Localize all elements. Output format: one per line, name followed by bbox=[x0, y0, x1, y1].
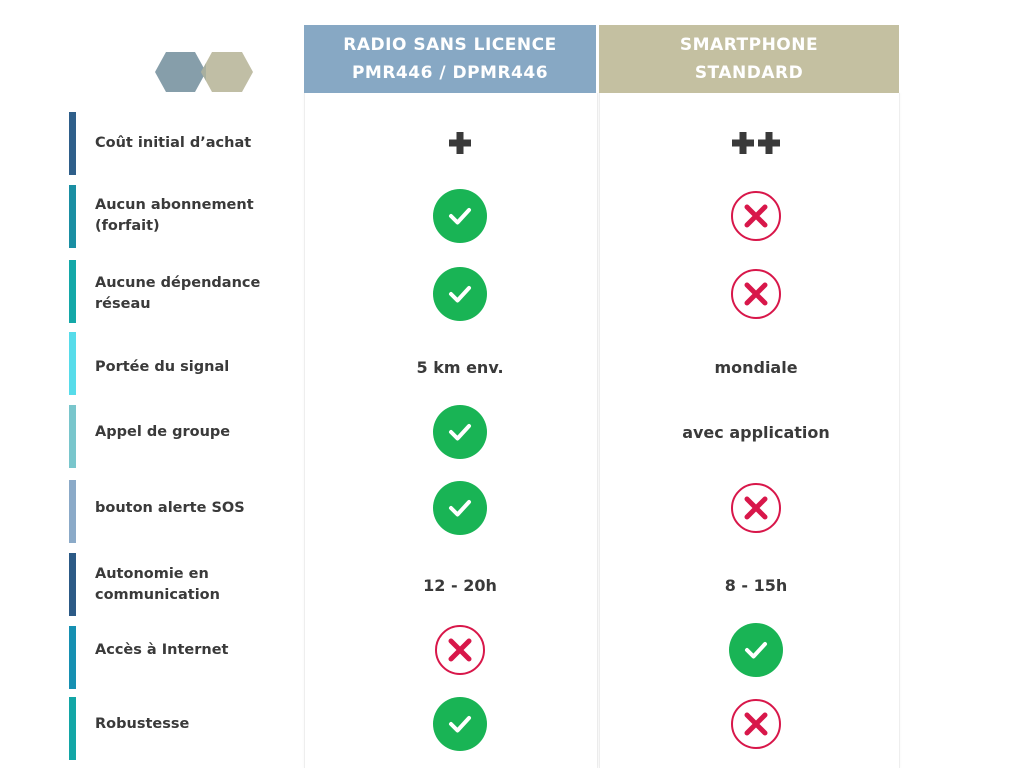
row-accent-bar bbox=[69, 697, 76, 760]
smartphone-cell bbox=[599, 555, 913, 615]
radio-cell bbox=[304, 694, 616, 754]
radio-cell bbox=[304, 478, 616, 538]
plus-icon bbox=[732, 132, 754, 154]
row-label-line1: Aucun abonnement bbox=[95, 197, 254, 213]
plus-group bbox=[449, 132, 471, 154]
plus-icon bbox=[449, 132, 471, 154]
check-icon bbox=[433, 697, 487, 751]
row-label bbox=[95, 714, 285, 735]
row-label-line1: Appel de groupe bbox=[95, 423, 231, 440]
radio-cell-text: 12 - 20h bbox=[423, 575, 497, 595]
radio-cell bbox=[304, 264, 616, 324]
row-accent-bar bbox=[69, 185, 76, 248]
radio-header-line2: PMR446 / DPMR446 bbox=[351, 63, 549, 83]
smartphone-column-header bbox=[599, 25, 899, 93]
radio-cell bbox=[304, 620, 616, 680]
cross-icon bbox=[731, 269, 781, 319]
smartphone-cell bbox=[599, 113, 913, 173]
cross-icon bbox=[435, 625, 485, 675]
row-accent-bar bbox=[69, 112, 76, 175]
radio-cell bbox=[304, 402, 616, 462]
smartphone-cell-text: avec application bbox=[682, 422, 830, 442]
row-label bbox=[95, 422, 285, 443]
check-icon bbox=[433, 267, 487, 321]
row-label-line1: Autonomie en bbox=[95, 566, 209, 582]
row-label bbox=[95, 640, 285, 661]
cross-icon bbox=[731, 699, 781, 749]
smartphone-cell-text: 8 - 15h bbox=[724, 575, 788, 595]
check-icon bbox=[433, 189, 487, 243]
row-label-line2: (forfait) bbox=[95, 218, 160, 234]
radio-cell bbox=[304, 113, 616, 173]
smartphone-cell bbox=[599, 694, 913, 754]
smartphone-header-line1: SMARTPHONE bbox=[679, 35, 819, 55]
row-label bbox=[95, 498, 285, 519]
row-accent-bar bbox=[69, 626, 76, 689]
row-label bbox=[95, 357, 285, 378]
smartphone-cell bbox=[599, 337, 913, 397]
radio-cell-text: 5 km env. bbox=[416, 357, 504, 377]
smartphone-cell bbox=[599, 186, 913, 246]
hexagon-logo-icon bbox=[154, 50, 256, 94]
cross-icon bbox=[731, 191, 781, 241]
row-label bbox=[95, 133, 285, 154]
smartphone-cell-text: mondiale bbox=[714, 357, 798, 377]
check-icon bbox=[729, 623, 783, 677]
row-label-line1: Aucune dépendance bbox=[95, 275, 261, 291]
row-accent-bar bbox=[69, 480, 76, 543]
smartphone-cell bbox=[599, 620, 913, 680]
row-accent-bar bbox=[69, 260, 76, 323]
smartphone-cell bbox=[599, 402, 913, 462]
row-accent-bar bbox=[69, 405, 76, 468]
plus-group bbox=[732, 132, 780, 154]
check-icon bbox=[433, 405, 487, 459]
row-label bbox=[95, 273, 285, 315]
smartphone-cell bbox=[599, 264, 913, 324]
smartphone-header-line2: STANDARD bbox=[694, 63, 804, 83]
row-label-line2: réseau bbox=[95, 296, 151, 312]
row-label-line1: bouton alerte SOS bbox=[95, 499, 245, 516]
radio-cell bbox=[304, 337, 616, 397]
plus-icon bbox=[758, 132, 780, 154]
radio-cell bbox=[304, 186, 616, 246]
row-label-line2: communication bbox=[95, 587, 220, 603]
radio-column-header bbox=[304, 25, 596, 93]
row-label-line1: Portée du signal bbox=[95, 358, 230, 375]
check-icon bbox=[433, 481, 487, 535]
radio-header-line1: RADIO SANS LICENCE bbox=[343, 35, 557, 55]
row-label-line1: Robustesse bbox=[95, 715, 190, 732]
row-label-line1: Coût initial d’achat bbox=[95, 134, 252, 151]
radio-cell bbox=[304, 555, 616, 615]
row-label bbox=[95, 195, 285, 237]
row-accent-bar bbox=[69, 332, 76, 395]
row-label bbox=[95, 564, 285, 606]
cross-icon bbox=[731, 483, 781, 533]
smartphone-cell bbox=[599, 478, 913, 538]
row-accent-bar bbox=[69, 553, 76, 616]
row-label-line1: Accès à Internet bbox=[95, 641, 229, 658]
